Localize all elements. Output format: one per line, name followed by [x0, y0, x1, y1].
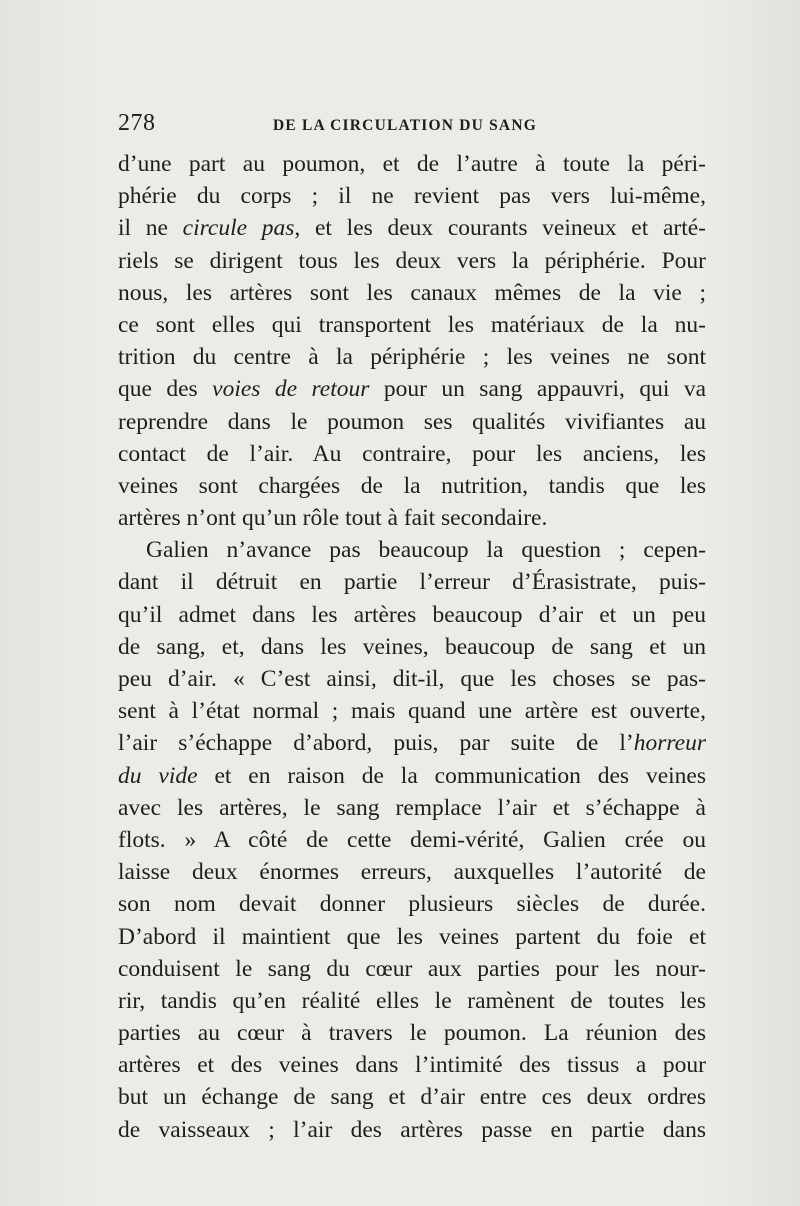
text-line: [118, 566, 706, 598]
text-line: [118, 953, 706, 985]
text-segment: pour un sang appauvri, qui va: [369, 376, 706, 403]
text-segment: et en raison de la communication des veines: [197, 762, 706, 789]
text-line: [118, 373, 706, 405]
text-line: [118, 212, 706, 244]
text-line: [118, 277, 706, 309]
text-segment: conduisent le sang du cœur aux parties pour les nour-: [118, 955, 706, 982]
text-line: [118, 534, 706, 566]
text-line: [118, 502, 706, 534]
text-line: [118, 727, 706, 759]
text-line: [118, 438, 706, 470]
text-line: [118, 470, 706, 502]
text-segment: rir, tandis qu’en réalité elles le ramènent de toutes les: [118, 987, 706, 1014]
text-segment: artères n’ont qu’un rôle tout à fait secondaire.: [118, 505, 548, 532]
text-segment: laisse deux énormes erreurs, auxquelles l’autorité de: [118, 859, 706, 886]
text-line: [118, 148, 706, 180]
text-segment: flots. » A côté de cette demi-vérité, Galien crée ou: [118, 826, 706, 853]
text-line: [118, 985, 706, 1017]
italic-text: horreur: [633, 730, 706, 757]
text-line: [118, 180, 706, 212]
text-segment: but un échange de sang et d’air entre ces deux ordres: [118, 1084, 706, 1111]
text-segment: qu’il admet dans les artères beaucoup d’air et un peu: [118, 601, 706, 628]
text-segment: de vaisseaux ; l’air des artères passe en partie dans: [118, 1116, 706, 1143]
text-line: [118, 921, 706, 953]
text-segment: trition du centre à la périphérie ; les veines ne sont: [118, 344, 706, 371]
text-segment: Galien n’avance pas beaucoup la question ; cepen-: [146, 537, 706, 564]
text-segment: D’abord il maintient que les veines partent du foie et: [118, 923, 706, 950]
text-segment: peu d’air. « C’est ainsi, dit-il, que les choses se pas-: [118, 666, 706, 692]
text-line: [118, 599, 706, 631]
page-number: 278: [118, 110, 156, 136]
text-line: [118, 406, 706, 438]
text-segment: ce sont elles qui transportent les matériaux de la nu-: [118, 311, 706, 338]
text-line: [118, 695, 706, 727]
text-segment: d’une part au poumon, et de l’autre à toute la péri-: [118, 151, 706, 177]
text-line: [118, 1114, 706, 1146]
text-segment: veines sont chargées de la nutrition, tandis que les: [118, 472, 706, 499]
text-segment: artères et des veines dans l’intimité des tissus a pour: [118, 1052, 706, 1079]
text-line: [118, 792, 706, 824]
text-segment: que des: [118, 376, 213, 403]
text-segment: contact de l’air. Au contraire, pour les anciens, les: [118, 440, 706, 467]
text-line: [118, 1017, 706, 1049]
text-line: [118, 824, 706, 856]
italic-text: circule pas: [182, 215, 295, 242]
text-segment: son nom devait donner plusieurs siècles de durée.: [118, 891, 706, 918]
text-line: [118, 631, 706, 663]
text-line: [118, 856, 706, 888]
text-segment: avec les artères, le sang remplace l’air et s’échappe à: [118, 794, 706, 821]
text-line: [118, 760, 706, 792]
page-header: [118, 110, 708, 140]
text-line: [118, 245, 706, 277]
text-segment: , et les deux courants veineux et arté-: [294, 215, 706, 242]
text-segment: reprendre dans le poumon ses qualités vivifiantes au: [118, 408, 706, 435]
running-head: DE LA CIRCULATION DU SANG: [273, 117, 537, 134]
text-segment: parties au cœur à travers le poumon. La réunion des: [118, 1020, 706, 1047]
text-segment: nous, les artères sont les canaux mêmes de la vie ;: [118, 279, 706, 306]
text-segment: phérie du corps ; il ne revient pas vers lui-même,: [118, 183, 706, 210]
text-segment: dant il détruit en partie l’erreur d’Érasistrate, puis-: [118, 569, 706, 596]
text-line: [118, 1049, 706, 1081]
text-line: [118, 663, 706, 695]
text-segment: riels se dirigent tous les deux vers la périphérie. Pour: [118, 247, 706, 274]
text-segment: sent à l’état normal ; mais quand une artère est ouverte,: [118, 698, 706, 725]
text-segment: il ne: [118, 215, 183, 242]
body-text: [118, 148, 706, 1146]
text-line: [118, 341, 706, 373]
text-segment: l’air s’échappe d’abord, puis, par suite de l’: [118, 730, 634, 757]
italic-text: du vide: [118, 762, 198, 789]
text-line: [118, 309, 706, 341]
text-segment: de sang, et, dans les veines, beaucoup de sang et un: [118, 633, 706, 660]
italic-text: voies de retour: [212, 376, 370, 403]
text-line: [118, 1081, 706, 1113]
text-line: [118, 888, 706, 920]
